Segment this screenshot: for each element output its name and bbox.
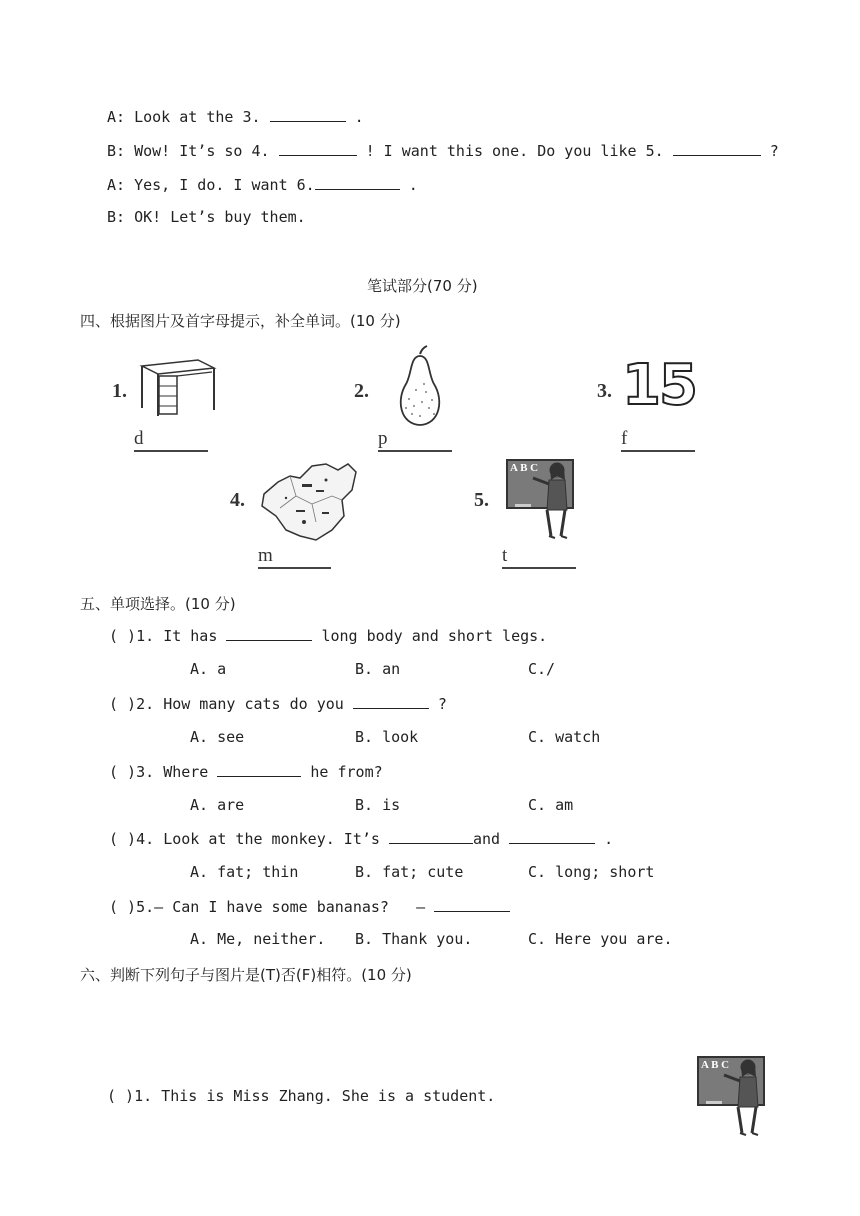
- question-text: How many cats do you: [163, 695, 344, 713]
- dialogue-text: .: [408, 176, 418, 194]
- dialogue-line-1: [107, 107, 364, 126]
- question-text: —: [416, 898, 426, 916]
- option-b[interactable]: B. Thank you.: [355, 930, 473, 948]
- dialogue-text: A: Yes, I do. I want 6.: [107, 176, 315, 194]
- question-text: 1. This is Miss Zhang. She is a student.: [134, 1087, 496, 1105]
- option-c[interactable]: C. long; short: [528, 863, 655, 881]
- option-c[interactable]: C. am: [528, 796, 574, 814]
- answer-blank[interactable]: [270, 107, 346, 122]
- answer-blank[interactable]: [509, 829, 595, 844]
- question-number: 5.: [136, 898, 155, 916]
- option-b[interactable]: B. is: [355, 796, 401, 814]
- number-15-icon: 15: [622, 353, 696, 418]
- section-6-title: 六、判断下列句子与图片是(T)否(F)相符。(10 分): [80, 966, 412, 984]
- hint-3[interactable]: [621, 428, 695, 452]
- judge-question-1: [107, 1087, 495, 1105]
- question-text: and: [472, 830, 501, 848]
- question-number: 4.: [136, 830, 155, 848]
- question-number: 3.: [136, 763, 155, 781]
- chalkboard-text: A B C: [701, 1059, 730, 1071]
- question-text: Where: [163, 763, 209, 781]
- dialogue-line-2: [107, 141, 779, 160]
- option-a[interactable]: A. a: [190, 660, 227, 678]
- section-4-title: 四、根据图片及首字母提示，补全单词。(10 分): [80, 312, 401, 330]
- answer-blank[interactable]: [315, 175, 400, 190]
- question-text: ?: [437, 695, 447, 713]
- item-number: 1.: [112, 380, 127, 402]
- option-a[interactable]: A. fat; thin: [190, 863, 299, 881]
- hint-letter: m: [258, 545, 273, 566]
- question-text: he from?: [310, 763, 383, 781]
- item-number: 2.: [354, 380, 369, 402]
- option-c[interactable]: C. Here you are.: [528, 930, 673, 948]
- answer-paren[interactable]: ( ): [109, 898, 137, 916]
- answer-blank[interactable]: [673, 141, 761, 156]
- option-b[interactable]: B. fat; cute: [355, 863, 464, 881]
- answer-blank[interactable]: [353, 694, 429, 709]
- hint-4[interactable]: [258, 545, 331, 569]
- option-c[interactable]: C. watch: [528, 728, 601, 746]
- dialogue-line-4: B: OK! Let’s buy them.: [107, 208, 306, 226]
- question-3: [109, 762, 383, 781]
- option-a[interactable]: A. Me, neither.: [190, 930, 326, 948]
- hint-1[interactable]: [134, 428, 208, 452]
- option-a[interactable]: A. are: [190, 796, 245, 814]
- answer-paren[interactable]: ( ): [109, 763, 137, 781]
- option-a[interactable]: A. see: [190, 728, 245, 746]
- dialogue-text: .: [354, 108, 364, 126]
- question-5: [109, 897, 510, 916]
- hint-letter: f: [621, 428, 628, 449]
- item-number: 5.: [474, 489, 489, 511]
- section-5-title: 五、单项选择。(10 分): [80, 595, 236, 613]
- question-text: Look at the monkey. It’s: [163, 830, 380, 848]
- dialogue-text: ?: [769, 142, 779, 160]
- answer-blank[interactable]: [226, 626, 312, 641]
- hint-2[interactable]: [378, 428, 452, 452]
- answer-paren[interactable]: ( ): [107, 1087, 135, 1105]
- option-b[interactable]: B. an: [355, 660, 401, 678]
- question-text: It has: [163, 627, 218, 645]
- item-number: 3.: [597, 380, 612, 402]
- question-text: long body and short legs.: [321, 627, 548, 645]
- answer-paren[interactable]: ( ): [109, 695, 137, 713]
- option-c[interactable]: C./: [528, 660, 556, 678]
- answer-paren[interactable]: ( ): [109, 830, 137, 848]
- option-b[interactable]: B. look: [355, 728, 419, 746]
- question-2: [109, 694, 447, 713]
- answer-blank[interactable]: [279, 141, 357, 156]
- hint-5[interactable]: [502, 545, 576, 569]
- dialogue-text: ! I want this one. Do you like 5.: [365, 142, 664, 160]
- hint-letter: p: [378, 428, 388, 449]
- question-number: 2.: [136, 695, 155, 713]
- hint-letter: d: [134, 428, 144, 449]
- question-text: .: [604, 830, 614, 848]
- desk-icon: [138, 358, 218, 420]
- item-number: 4.: [230, 489, 245, 511]
- chalkboard-text: A B C: [510, 462, 539, 474]
- answer-paren[interactable]: ( ): [109, 627, 137, 645]
- answer-blank[interactable]: [434, 897, 510, 912]
- hint-letter: t: [502, 545, 508, 566]
- pear-icon: [394, 344, 446, 428]
- question-1: [109, 626, 547, 645]
- map-icon: [256, 460, 358, 544]
- question-4: [109, 829, 613, 848]
- answer-blank[interactable]: [389, 829, 473, 844]
- question-number: 1.: [136, 627, 155, 645]
- dialogue-line-3: [107, 175, 418, 194]
- dialogue-text: B: Wow! It’s so 4.: [107, 142, 270, 160]
- written-section-title: 笔试部分(70 分): [367, 277, 478, 295]
- question-text: — Can I have some bananas?: [154, 898, 389, 916]
- answer-blank[interactable]: [217, 762, 301, 777]
- dialogue-text: A: Look at the 3.: [107, 108, 261, 126]
